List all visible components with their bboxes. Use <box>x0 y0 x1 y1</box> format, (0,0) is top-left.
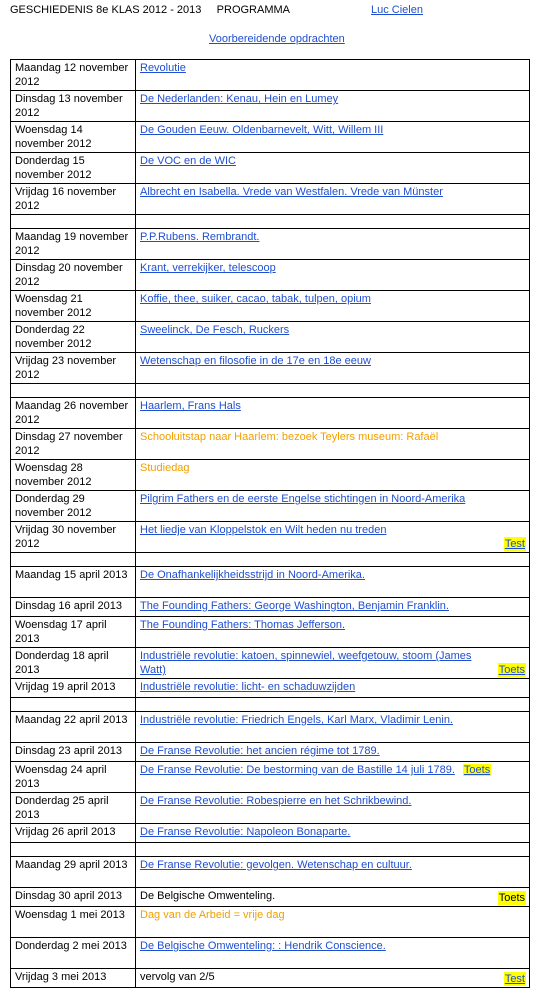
topic-link[interactable]: De Nederlanden: Kenau, Hein en Lumey <box>140 93 339 105</box>
date-cell: Dinsdag 23 april 2013 <box>11 743 136 762</box>
date-cell: Donderdag 25 april 2013 <box>11 793 136 824</box>
topic-link[interactable]: De Franse Revolutie: De bestorming van de Bastille 14 juli 1789. <box>140 764 455 776</box>
table-row <box>11 712 530 743</box>
table-row <box>11 522 530 553</box>
date-cell: Woensdag 14 november 2012 <box>11 122 136 153</box>
table-row <box>11 567 530 598</box>
topic-link[interactable]: Albrecht en Isabella. Vrede van Westfalen. Vrede van Münster <box>140 186 443 198</box>
topic-link[interactable]: Het liedje van Kloppelstok en Wilt heden nu treden <box>140 524 387 536</box>
schedule-table <box>10 59 530 988</box>
spacer-row <box>11 384 530 398</box>
date-cell: Maandag 29 april 2013 <box>11 857 136 888</box>
topic-link[interactable]: The Founding Fathers: Thomas Jefferson. <box>140 619 346 631</box>
topic-link[interactable]: De Franse Revolutie: Napoleon Bonaparte. <box>140 826 351 838</box>
table-row <box>11 743 530 762</box>
table-row <box>11 969 530 988</box>
topic-link[interactable]: Krant, verrekijker, telescoop <box>140 262 276 274</box>
date-cell: Dinsdag 20 november 2012 <box>11 260 136 291</box>
date-cell: Vrijdag 26 april 2013 <box>11 824 136 843</box>
subtitle-link[interactable]: Voorbereidende opdrachten <box>209 33 345 45</box>
event-text: Studiedag <box>140 462 190 474</box>
event-text: Schooluitstap naar Haarlem: bezoek Teylers museum: Rafaël <box>140 431 439 443</box>
topic-link[interactable]: Haarlem, Frans Hals <box>140 400 241 412</box>
author-link[interactable]: Luc Cielen <box>371 4 423 16</box>
topic-link[interactable]: De Franse Revolutie: het ancien régime tot 1789. <box>140 745 380 757</box>
topic-text: vervolg van 2/5 <box>140 971 215 983</box>
date-cell: Vrijdag 23 november 2012 <box>11 353 136 384</box>
table-row <box>11 679 530 698</box>
toets-badge: Toets <box>498 892 525 904</box>
table-row <box>11 353 530 384</box>
date-cell: Dinsdag 27 november 2012 <box>11 429 136 460</box>
table-row <box>11 291 530 322</box>
topic-link[interactable]: P.P.Rubens. Rembrandt. <box>140 231 260 243</box>
table-row <box>11 907 530 938</box>
test-badge[interactable]: Test <box>504 973 525 985</box>
date-cell: Maandag 19 november 2012 <box>11 229 136 260</box>
date-cell: Donderdag 22 november 2012 <box>11 322 136 353</box>
topic-link[interactable]: Industriële revolutie: licht- en schaduwzijden <box>140 681 356 693</box>
event-text: Dag van de Arbeid = vrije dag <box>140 909 285 921</box>
table-row <box>11 398 530 429</box>
date-cell: Maandag 12 november 2012 <box>11 60 136 91</box>
spacer-row <box>11 843 530 857</box>
topic-link[interactable]: De Franse Revolutie: Robespierre en het Schrikbewind. <box>140 795 412 807</box>
date-cell: Vrijdag 3 mei 2013 <box>11 969 136 988</box>
topic-link[interactable]: De Gouden Eeuw. Oldenbarnevelt, Witt, Willem III <box>140 124 384 136</box>
test-badge[interactable]: Test <box>504 538 525 550</box>
table-row <box>11 260 530 291</box>
table-row <box>11 91 530 122</box>
date-cell: Woensdag 1 mei 2013 <box>11 907 136 938</box>
spacer-row <box>11 698 530 712</box>
date-cell: Vrijdag 19 april 2013 <box>11 679 136 698</box>
toets-badge[interactable]: Toets <box>463 764 491 776</box>
table-row <box>11 857 530 888</box>
date-cell: Vrijdag 16 november 2012 <box>11 184 136 215</box>
topic-link[interactable]: Sweelinck, De Fesch, Ruckers <box>140 324 290 336</box>
table-row <box>11 762 530 793</box>
topic-link[interactable]: Wetenschap en filosofie in de 17e en 18e eeuw <box>140 355 371 367</box>
date-cell: Woensdag 24 april 2013 <box>11 762 136 793</box>
topic-link[interactable]: Revolutie <box>140 62 186 74</box>
topic-text: De Belgische Omwenteling. <box>140 890 276 902</box>
toets-badge[interactable]: Toets <box>498 664 525 676</box>
date-cell: Maandag 26 november 2012 <box>11 398 136 429</box>
spacer-row <box>11 215 530 229</box>
table-row <box>11 229 530 260</box>
date-cell: Dinsdag 16 april 2013 <box>11 598 136 617</box>
date-cell: Woensdag 21 november 2012 <box>11 291 136 322</box>
table-row <box>11 60 530 91</box>
date-cell: Maandag 15 april 2013 <box>11 567 136 598</box>
table-row <box>11 184 530 215</box>
date-cell: Dinsdag 13 november 2012 <box>11 91 136 122</box>
document-title: GESCHIEDENIS 8e KLAS 2012 - 2013 PROGRAMMA <box>10 4 290 16</box>
table-row <box>11 122 530 153</box>
topic-link[interactable]: Pilgrim Fathers en de eerste Engelse stichtingen in Noord-Amerika <box>140 493 466 505</box>
spacer-row <box>11 553 530 567</box>
date-cell: Woensdag 17 april 2013 <box>11 617 136 648</box>
table-row <box>11 322 530 353</box>
date-cell: Donderdag 29 november 2012 <box>11 491 136 522</box>
table-row <box>11 598 530 617</box>
table-row <box>11 429 530 460</box>
table-row <box>11 824 530 843</box>
topic-link[interactable]: De Belgische Omwenteling: : Hendrik Conscience. <box>140 940 386 952</box>
date-cell: Donderdag 15 november 2012 <box>11 153 136 184</box>
topic-link[interactable]: The Founding Fathers: George Washington, Benjamin Franklin. <box>140 600 449 612</box>
topic-link[interactable]: Industriële revolutie: Friedrich Engels, Karl Marx, Vladimir Lenin. <box>140 714 454 726</box>
table-row <box>11 793 530 824</box>
date-cell: Dinsdag 30 april 2013 <box>11 888 136 907</box>
topic-link[interactable]: De VOC en de WIC <box>140 155 236 167</box>
date-cell: Donderdag 18 april 2013 <box>11 648 136 679</box>
table-row <box>11 648 530 679</box>
topic-link[interactable]: Industriële revolutie: katoen, spinnewiel, weefgetouw, stoom (James Watt) <box>140 650 472 676</box>
date-cell: Vrijdag 30 november 2012 <box>11 522 136 553</box>
table-row <box>11 617 530 648</box>
table-row <box>11 938 530 969</box>
table-row <box>11 460 530 491</box>
topic-link[interactable]: De Franse Revolutie: gevolgen. Wetenschap en cultuur. <box>140 859 412 871</box>
table-row <box>11 153 530 184</box>
table-row <box>11 888 530 907</box>
date-cell: Woensdag 28 november 2012 <box>11 460 136 491</box>
date-cell: Maandag 22 april 2013 <box>11 712 136 743</box>
topic-link[interactable]: De Onafhankelijkheidsstrijd in Noord-Amerika. <box>140 569 365 581</box>
date-cell: Donderdag 2 mei 2013 <box>11 938 136 969</box>
topic-link[interactable]: Koffie, thee, suiker, cacao, tabak, tulpen, opium <box>140 293 371 305</box>
table-row <box>11 491 530 522</box>
